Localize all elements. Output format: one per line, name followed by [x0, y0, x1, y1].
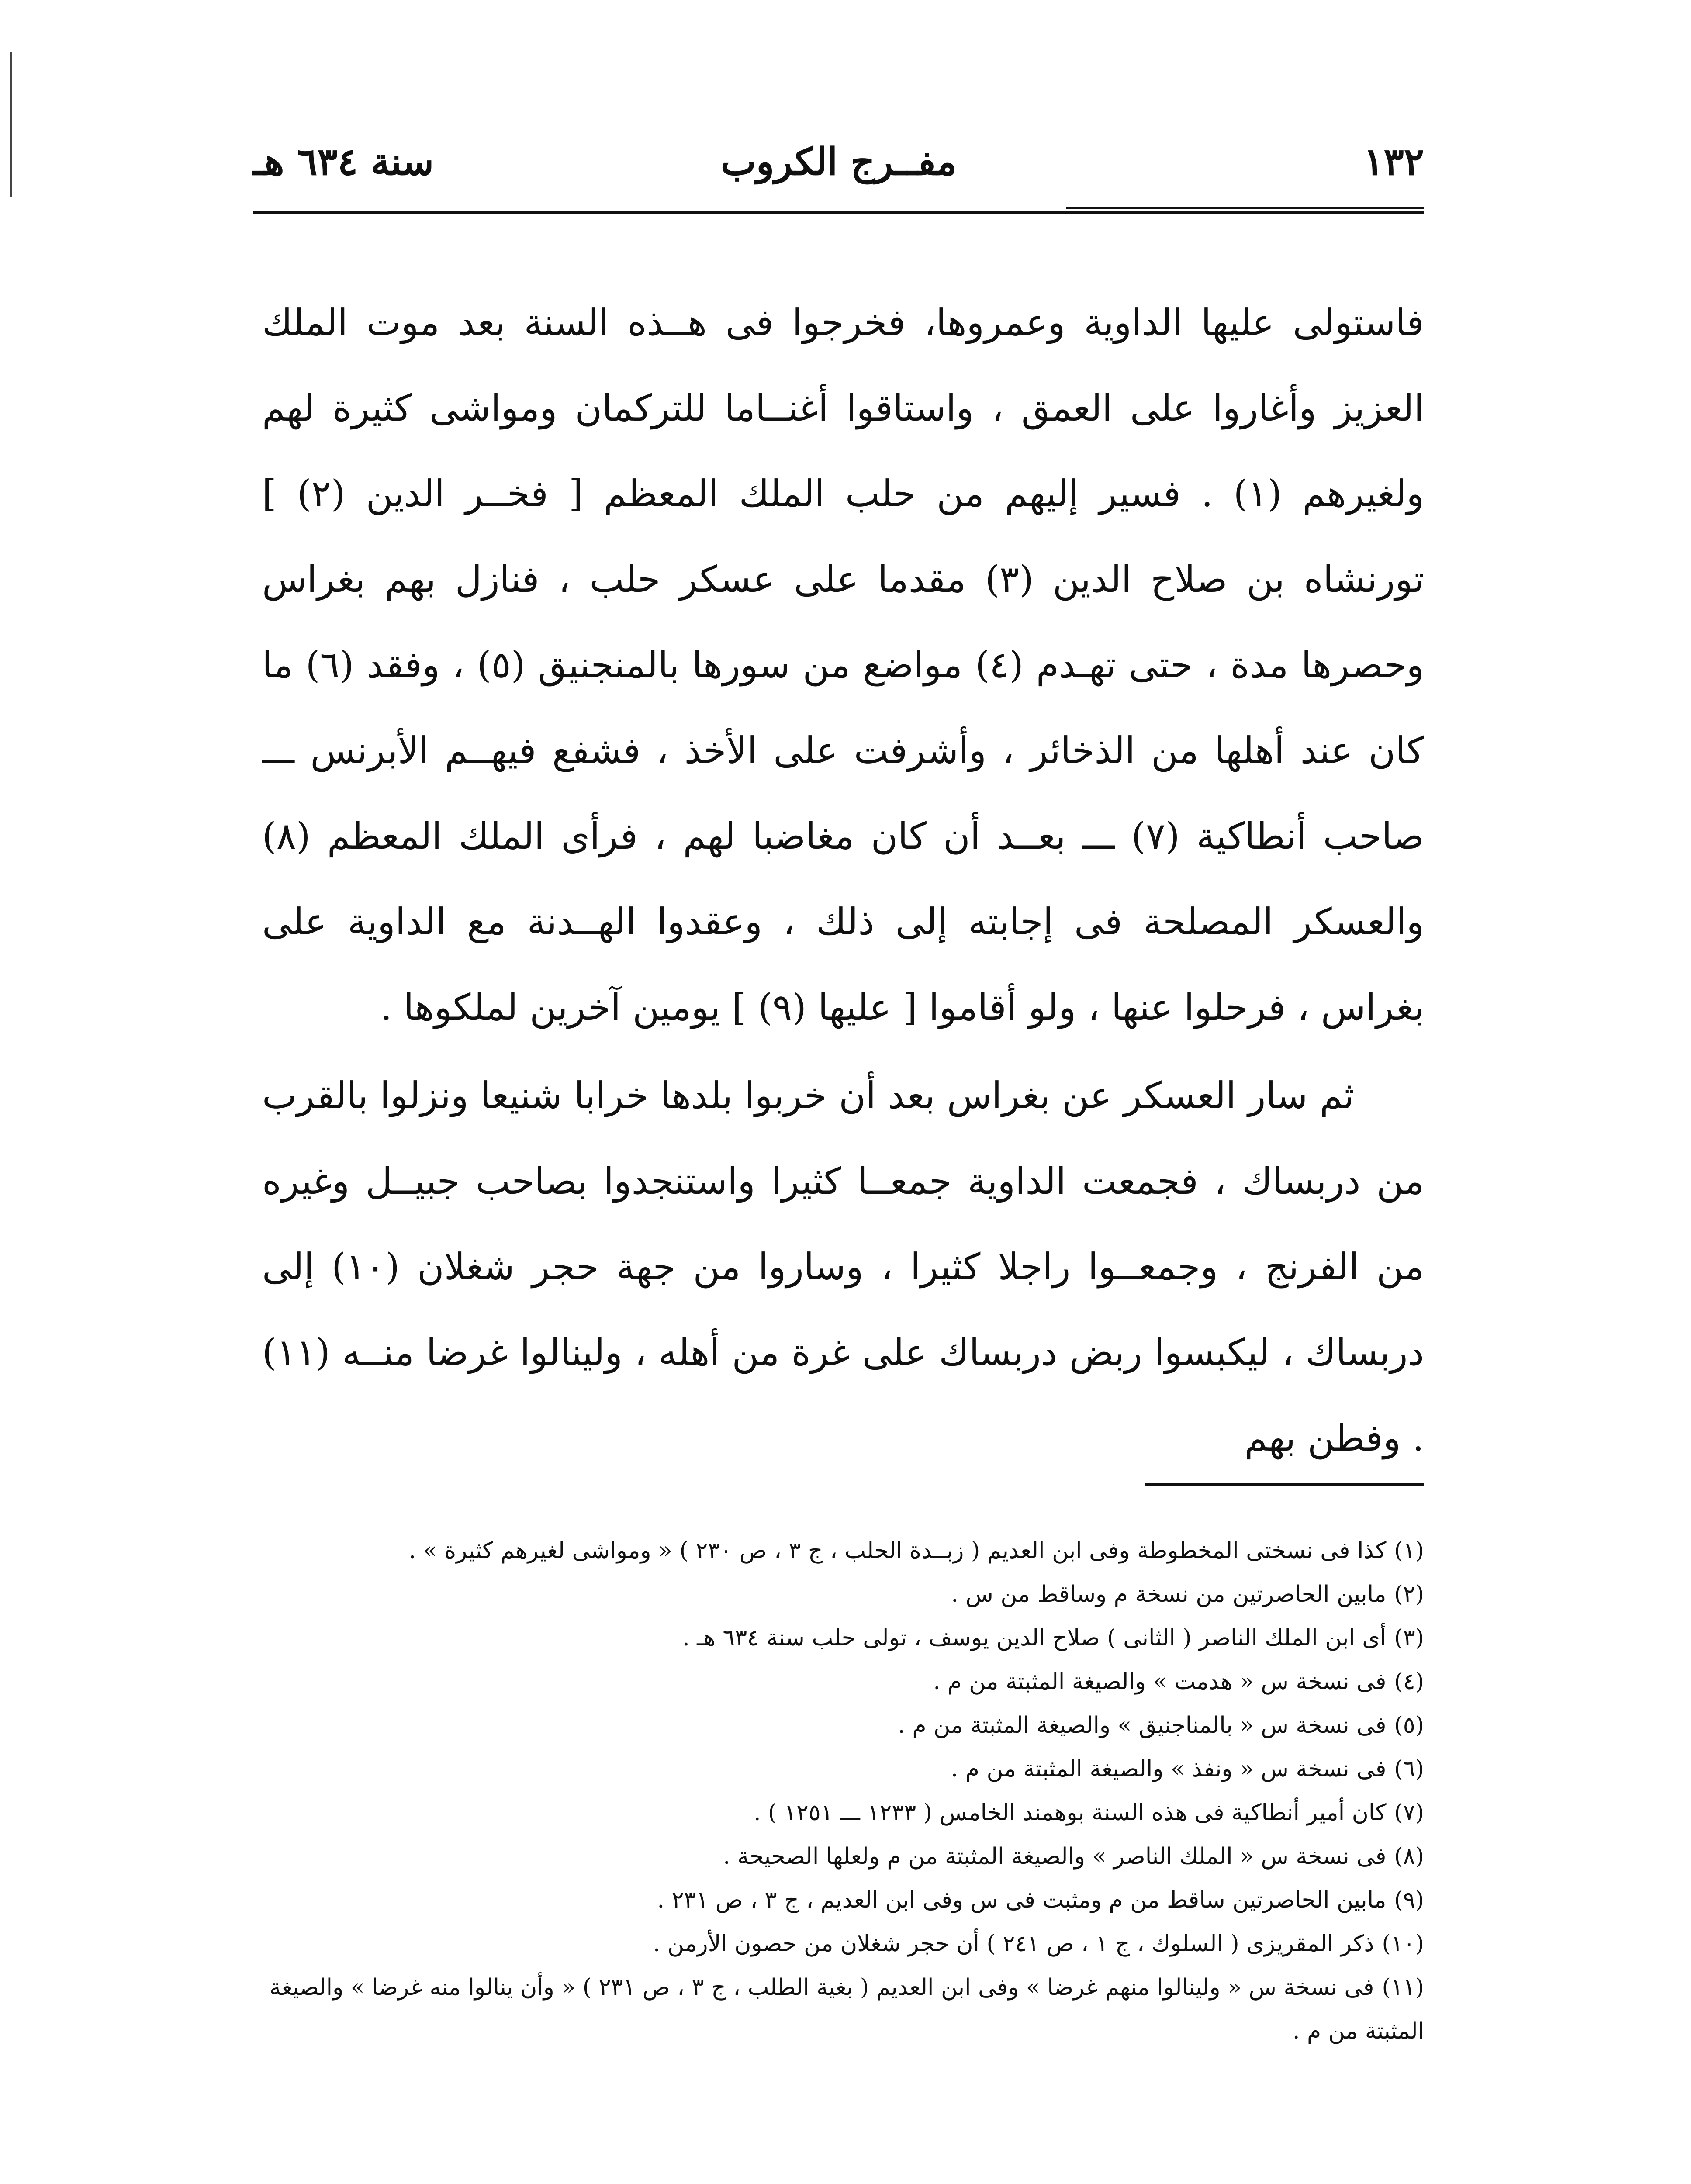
- footnote: [262, 1616, 1424, 1660]
- footnote: [262, 1572, 1424, 1616]
- footnote-text: مابين الحاصرتين ساقط من م ومثبت فى س وفى ابن العديم ، ج ٣ ، ص ٢٣١ .: [657, 1887, 1387, 1913]
- footnote-text: كذا فى نسختى المخطوطة وفى ابن العديم ( زبــدة الحلب ، ج ٣ ، ص ٢٣٠ ) « ومواشى لغيرهم كثيرة » .: [408, 1538, 1387, 1564]
- footnote: [262, 1966, 1424, 2053]
- footnote: [262, 1878, 1424, 1922]
- footnote: [262, 1835, 1424, 1878]
- footnote-number: (٩): [1394, 1887, 1424, 1913]
- footnote-text: مابين الحاصرتين من نسخة م وساقط من س .: [951, 1581, 1387, 1607]
- scan-edge-mark: [10, 52, 12, 197]
- footnote: [262, 1922, 1424, 1966]
- footnote-text: كان أمير أنطاكية فى هذه السنة بوهمند الخامس ( ١٢٣٣ ـــ ١٢٥١ ) .: [754, 1800, 1387, 1826]
- footnote: [262, 1529, 1424, 1572]
- footnote-number: (١): [1394, 1538, 1424, 1564]
- footnote-text: فى نسخة س « هدمت » والصيغة المثبتة من م .: [933, 1669, 1387, 1695]
- footnote-text: فى نسخة س « الملك الناصر » والصيغة المثبتة من م ولعلها الصحيحة .: [723, 1843, 1387, 1870]
- footnote-number: (٥): [1394, 1712, 1424, 1738]
- footnote-number: (٣): [1394, 1625, 1424, 1651]
- footnote: [262, 1704, 1424, 1747]
- footnote: [262, 1660, 1424, 1704]
- footnote-number: (٦): [1394, 1756, 1424, 1782]
- footnote-number: (٢): [1394, 1581, 1424, 1607]
- footnote-number: (٧): [1394, 1800, 1424, 1826]
- footnote: [262, 1791, 1424, 1835]
- footnote-text: فى نسخة س « ونفذ » والصيغة المثبتة من م .: [951, 1756, 1387, 1782]
- footnote-separator: [1145, 1483, 1424, 1486]
- footnote-text: فى نسخة س « بالمناجنيق » والصيغة المثبتة من م .: [898, 1712, 1387, 1738]
- footnote-text: فى نسخة س « ولينالوا منهم غرضا » وفى ابن العديم ( بغية الطلب ، ج ٣ ، ص ٢٣١ ) « وأن ينالوا منه غرضا » والصيغة المثبتة من م .: [270, 1974, 1424, 2044]
- footnote-number: (٨): [1394, 1843, 1424, 1870]
- running-header: [253, 131, 1424, 205]
- paragraph-1: فاستولى عليها الداوية وعمروها، فخرجوا فى هــذه السنة بعد موت الملك العزيز وأغاروا على العمق ، واستاقوا أغنــاما للتركمان ومواشى كثيرة لهم ولغيرهم (١) . فسير إليهم من حلب الملك المعظم [ فخــر الدين (٢) ] تورنشاه بن صلاح الدين (٣) مقدما على عسكر حلب ، فنازل بهم بغراس وحصرها مدة ، حتى تهـدم (٤) مواضع من سورها بالمنجنيق (٥) ، وفقد (٦) ما كان عند أهلها من الذخائر ، وأشرفت على الأخذ ، فشفع فيهــم الأبرنس ـــ صاحب أنطاكية (٧) ـــ بعــد أن كان مغاضبا لهم ، فرأى الملك المعظم (٨) والعسكر المصلحة فى إجابته إلى ذلك ، وعقدوا الهــدنة مع الداوية على بغراس ، فرحلوا عنها ، ولو أقاموا [ عليها (٩) ] يومين آخرين لملكوها .: [262, 301, 1425, 1029]
- page-number: ١٣٢: [1363, 140, 1424, 184]
- footnote-number: (٤): [1394, 1669, 1424, 1695]
- footnote-number: (١٠): [1382, 1931, 1424, 1957]
- header-year: سنة ٦٣٤ هـ: [253, 140, 434, 184]
- main-text: [262, 280, 1424, 1481]
- book-title: مفــرج الكروب: [720, 140, 957, 184]
- footnote-text: أى ابن الملك الناصر ( الثانى ) صلاح الدين يوسف ، تولى حلب سنة ٦٣٤ هـ .: [682, 1625, 1387, 1651]
- header-rule: [253, 211, 1424, 214]
- footnote-text: ذكر المقريزى ( السلوك ، ج ١ ، ص ٢٤١ ) أن حجر شغلان من حصون الأرمن .: [653, 1931, 1374, 1957]
- footnote-number: (١١): [1382, 1974, 1424, 2001]
- footnotes: [262, 1529, 1424, 2053]
- paragraph-2: ثم سار العسكر عن بغراس بعد أن خربوا بلدها خرابا شنيعا ونزلوا بالقرب من دربساك ، فجمعت الداوية جمعــا كثيرا واستنجدوا بصاحب جبيــل وغيره من الفرنج ، وجمعــوا راجلا كثيرا ، وساروا من جهة حجر شغلان (١٠) إلى دربساك ، ليكبسوا ربض دربساك على غرة من أهله ، ولينالوا غرضا منــه (١١) . وفطن بهم: [262, 1074, 1424, 1459]
- header-rule-accent: [1066, 207, 1424, 209]
- footnote: [262, 1747, 1424, 1791]
